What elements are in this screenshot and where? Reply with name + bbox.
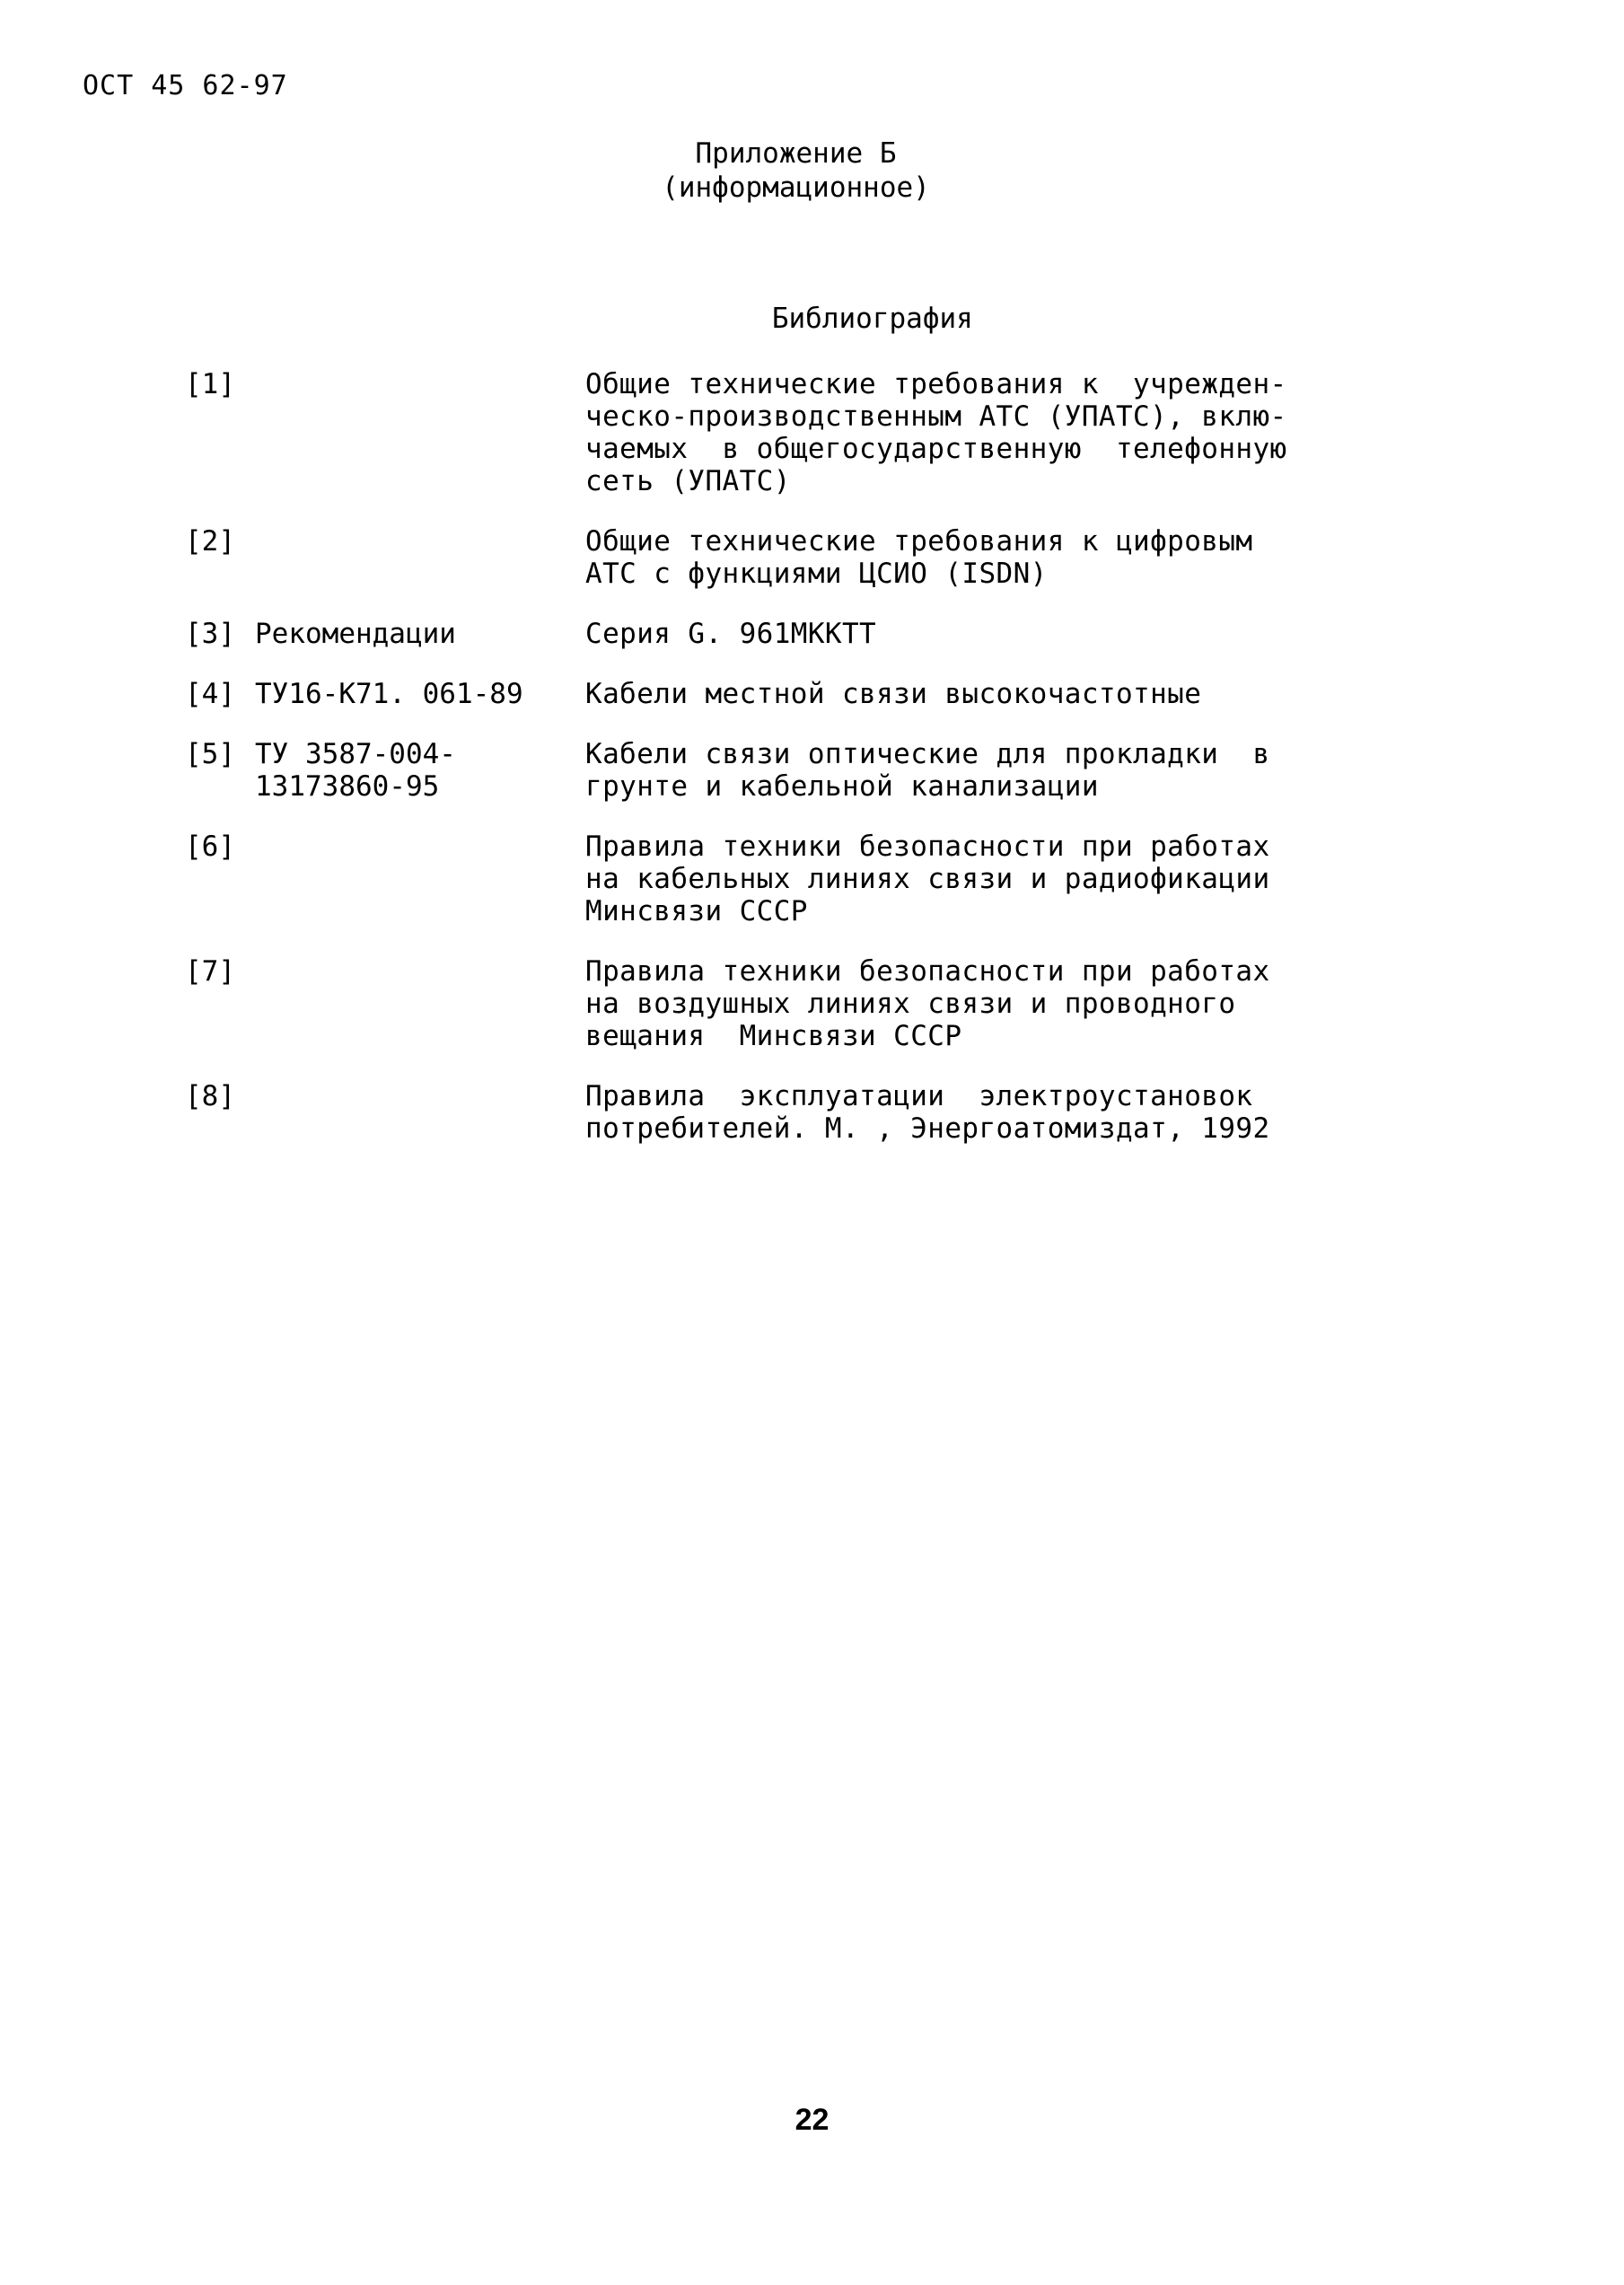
entry-reference-column bbox=[185, 678, 585, 710]
appendix-title: Приложение Б bbox=[695, 137, 897, 170]
entry-reference-column bbox=[185, 368, 585, 400]
entry-number: [1] bbox=[185, 368, 235, 400]
entry-description: Правила эксплуатации электроустановок потребителей. М. , Энергоатомиздат, 1992 bbox=[585, 1080, 1270, 1145]
entry-reference-column bbox=[185, 955, 585, 988]
bibliography-entry-1 bbox=[185, 368, 1406, 497]
bibliography-title bbox=[0, 268, 1624, 370]
entry-description: Кабели местной связи высокочастотные bbox=[585, 678, 1202, 710]
entry-number: [2] bbox=[185, 525, 235, 558]
entry-number: [4] bbox=[185, 678, 235, 710]
entry-number: [8] bbox=[185, 1080, 235, 1112]
entry-description: Правила техники безопасности при работах на кабельных линиях связи и радиофикации Минсвязи СССР bbox=[585, 831, 1270, 927]
bibliography-list bbox=[185, 368, 1406, 1173]
bibliography-entry-6 bbox=[185, 831, 1406, 927]
entry-reference-column bbox=[185, 738, 585, 803]
bibliography-entry-5 bbox=[185, 738, 1406, 803]
bibliography-entry-3 bbox=[185, 618, 1406, 650]
entry-reference-column bbox=[185, 1080, 585, 1112]
appendix-header bbox=[0, 136, 1624, 205]
appendix-subtitle: (информационное) bbox=[662, 171, 930, 204]
bibliography-entry-8 bbox=[185, 1080, 1406, 1145]
entry-reference: ТУ 3587-004- 13173860-95 bbox=[255, 738, 456, 803]
bibliography-entry-7 bbox=[185, 955, 1406, 1052]
entry-description: Кабели связи оптические для прокладки в грунте и кабельной канализации bbox=[585, 738, 1270, 803]
entry-number: [5] bbox=[185, 738, 235, 770]
page-number: 22 bbox=[794, 2103, 830, 2137]
entry-reference-column bbox=[185, 831, 585, 863]
entry-reference: Рекомендации bbox=[255, 618, 456, 650]
bibliography-entry-4 bbox=[185, 678, 1406, 710]
entry-reference-column bbox=[185, 525, 585, 558]
entry-description: Серия G. 961МККТТ bbox=[585, 618, 877, 650]
entry-reference: ТУ16-К71. 061-89 bbox=[255, 678, 523, 710]
entry-description: Общие технические требования к цифровым АТС с функциями ЦСИО (ISDN) bbox=[585, 525, 1253, 590]
entry-number: [3] bbox=[185, 618, 235, 650]
entry-description: Правила техники безопасности при работах на воздушных линиях связи и проводного вещания Минсвязи СССР bbox=[585, 955, 1270, 1052]
entry-description: Общие технические требования к учрежден- ческо-производственным АТС (УПАТС), вклю- чаемых в общегосударственную телефонную сеть (УПАТС) bbox=[585, 368, 1287, 497]
entry-number: [6] bbox=[185, 831, 235, 863]
bibliography-title-text: Библиография bbox=[771, 303, 973, 335]
bibliography-entry-2 bbox=[185, 525, 1406, 590]
entry-reference-column bbox=[185, 618, 585, 650]
document-code: ОСТ 45 62-97 bbox=[83, 70, 288, 101]
entry-number: [7] bbox=[185, 955, 235, 988]
